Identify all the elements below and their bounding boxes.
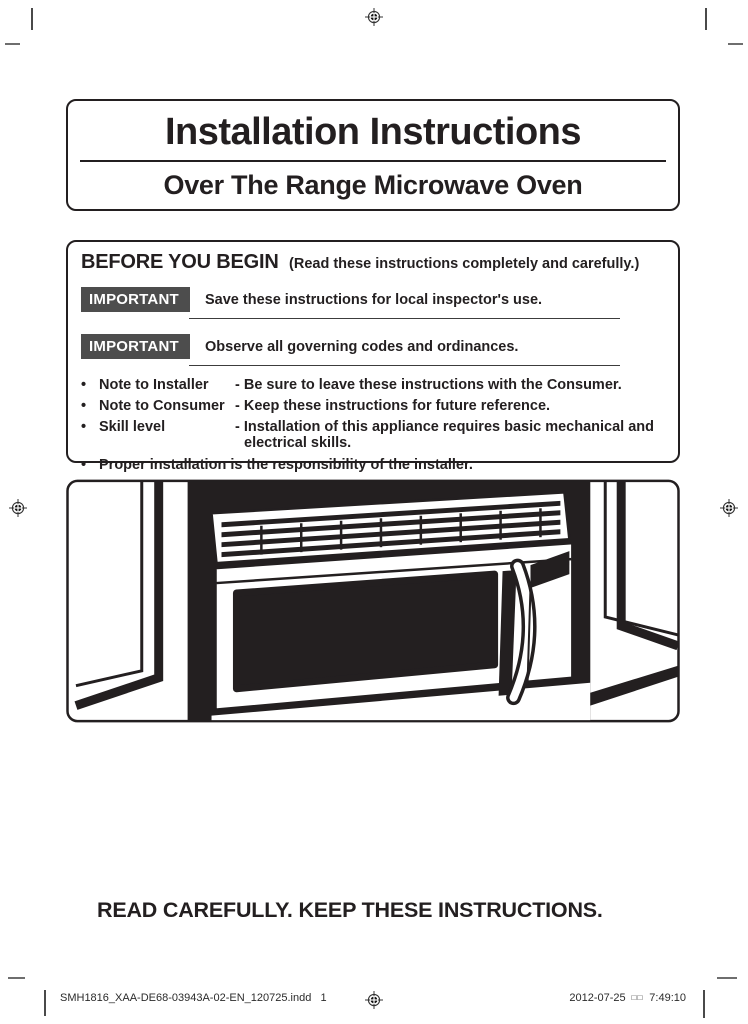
footer-datetime (569, 992, 686, 1004)
microwave-between-cabinets-drawing (66, 479, 680, 723)
crop-mark-top-left-horizontal (5, 43, 20, 45)
footer-time: 7:49:10 (649, 992, 686, 1004)
note-term: Note to Consumer (99, 398, 225, 414)
crop-mark-top-right-horizontal (728, 43, 743, 45)
list-item (81, 457, 665, 473)
crop-mark-bottom-right-vertical (703, 990, 705, 1018)
note-definition: - Installation of this appliance requires basic mechanical and electrical skills. (235, 419, 655, 451)
list-item (81, 398, 665, 414)
note-term: Skill level (99, 419, 166, 435)
important-row (81, 287, 665, 312)
important-text: Save these instructions for local inspector's use. (205, 291, 543, 308)
list-item (81, 377, 665, 393)
microwave-illustration (66, 479, 680, 723)
bullet-glyph: • (81, 398, 87, 414)
footer-filename: SMH1816_XAA-DE68-03943A-02-EN_120725.indd 1 (60, 992, 327, 1004)
crop-mark-top-left-vertical (31, 8, 33, 30)
crop-mark-bottom-left-horizontal (8, 977, 25, 979)
bullet-glyph: • (81, 419, 87, 435)
bullet-glyph: • (81, 377, 87, 393)
list-item (81, 419, 665, 451)
registration-mark-top-center-icon (365, 8, 383, 26)
before-you-begin-heading-row (81, 251, 665, 274)
footer-ampm-tofu-glyph: □□ (631, 992, 644, 1002)
note-definition: - Be sure to leave these instructions with the Consumer. (235, 377, 622, 393)
bullet-text: Proper installation is the responsibility of the installer. (99, 457, 473, 473)
registration-mark-bottom-center-icon (365, 991, 383, 1009)
important-underline (189, 318, 620, 319)
footer-date: 2012-07-25 (569, 992, 626, 1004)
note-term: Note to Installer (99, 377, 209, 393)
notes-list (81, 377, 665, 495)
bullet-glyph: • (81, 457, 87, 473)
before-you-begin-box (66, 240, 680, 473)
important-text: Observe all governing codes and ordinances. (205, 338, 519, 355)
page-title: Installation Instructions (164, 111, 582, 153)
crop-mark-bottom-right-horizontal (717, 977, 737, 979)
important-badge: IMPORTANT (81, 334, 190, 359)
registration-mark-middle-left-icon (9, 499, 27, 517)
registration-mark-middle-right-icon (720, 499, 738, 517)
crop-mark-top-right-vertical (705, 8, 707, 30)
title-box (66, 99, 680, 211)
important-underline (189, 365, 620, 366)
note-definition: - Keep these instructions for future reference. (235, 398, 551, 414)
section-heading-note: (Read these instructions completely and carefully.) (289, 256, 640, 272)
page-subtitle: Over The Range Microwave Oven (163, 170, 583, 200)
important-badge: IMPORTANT (81, 287, 190, 312)
crop-mark-bottom-left-vertical (44, 990, 46, 1016)
title-divider (80, 160, 666, 162)
important-row (81, 334, 665, 359)
read-carefully-text: READ CAREFULLY. KEEP THESE INSTRUCTIONS. (97, 898, 603, 922)
section-heading: BEFORE YOU BEGIN (81, 251, 279, 273)
